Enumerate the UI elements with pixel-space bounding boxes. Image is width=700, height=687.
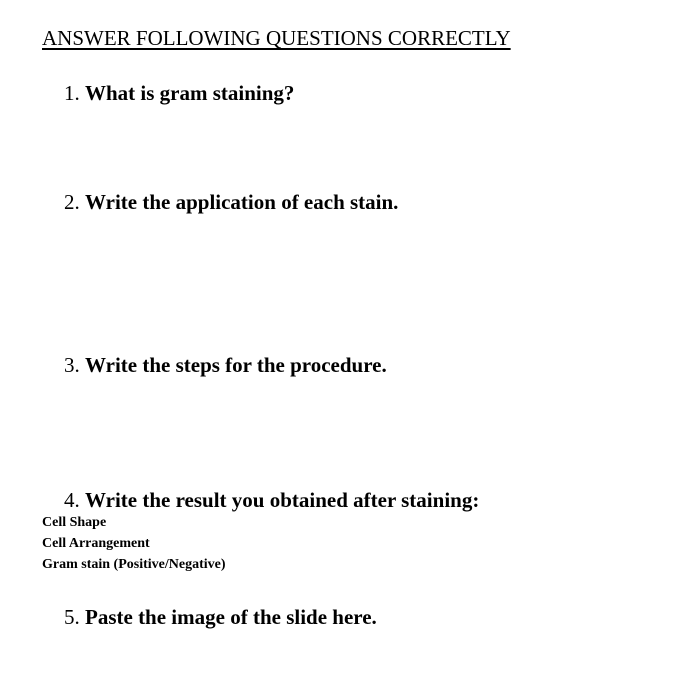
question-text: What is gram staining?	[85, 81, 295, 105]
question-number: 5.	[64, 605, 80, 629]
question-5	[64, 605, 377, 630]
question-text: Write the result you obtained after staining:	[85, 488, 480, 512]
result-item-cell-arrangement: Cell Arrangement	[42, 536, 150, 551]
question-number: 4.	[64, 488, 80, 512]
question-4	[64, 488, 479, 513]
question-2	[64, 190, 398, 215]
question-text: Paste the image of the slide here.	[85, 605, 377, 629]
question-text: Write the steps for the procedure.	[85, 353, 387, 377]
worksheet-heading: ANSWER FOLLOWING QUESTIONS CORRECTLY	[42, 26, 511, 50]
question-3	[64, 353, 387, 378]
question-number: 3.	[64, 353, 80, 377]
question-number: 1.	[64, 81, 80, 105]
question-number: 2.	[64, 190, 80, 214]
result-item-gram-stain: Gram stain (Positive/Negative)	[42, 557, 226, 572]
result-item-cell-shape: Cell Shape	[42, 515, 107, 530]
question-1	[64, 81, 294, 106]
question-text: Write the application of each stain.	[85, 190, 399, 214]
